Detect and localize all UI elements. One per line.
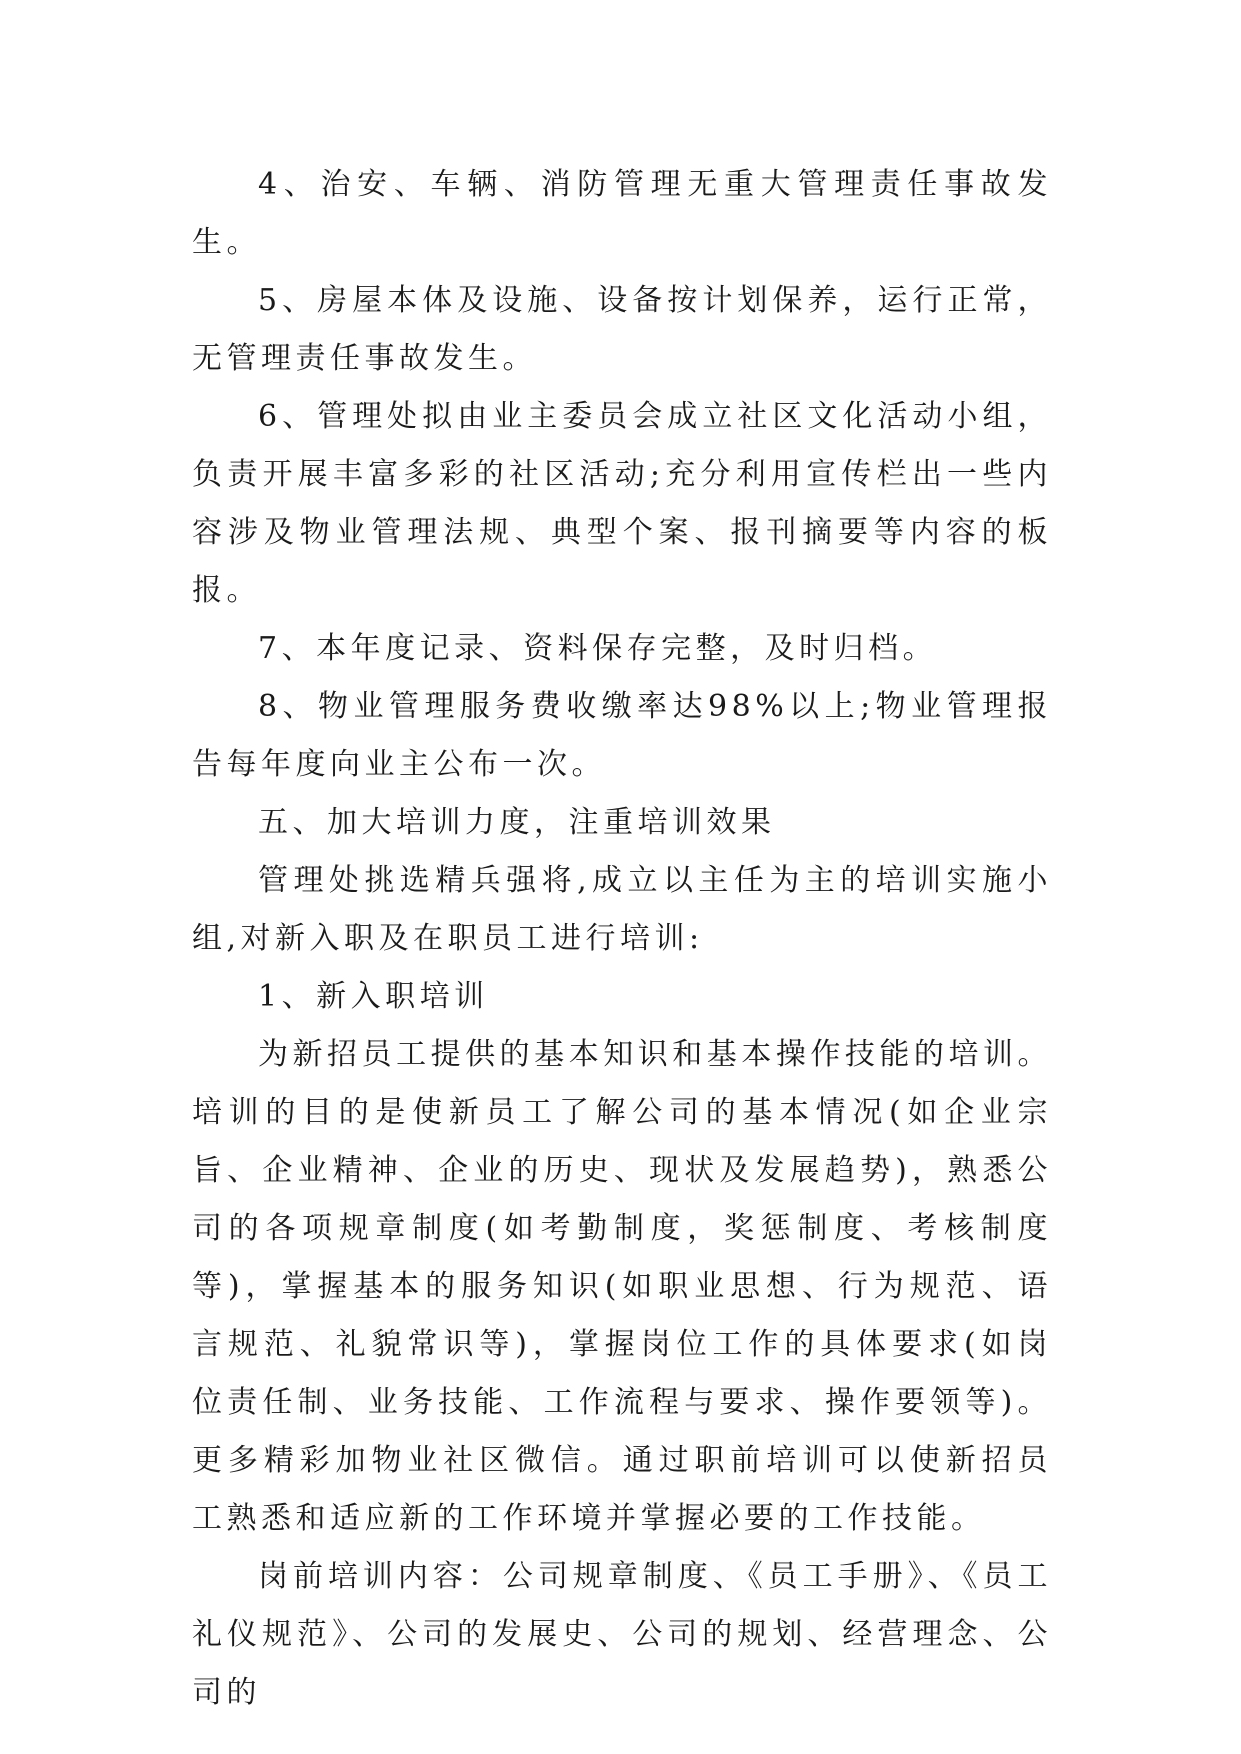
section-heading-training: 五、加大培训力度，注重培训效果 [258,805,776,840]
paragraph-new-hire-detail: 为新招员工提供的基本知识和基本操作技能的培训。培训的目的是使新员工了解公司的基本情况(如企业宗旨、企业精神、企业的历史、现状及发展趋势)，熟悉公司的各项规章制度(如考勤制度，奖惩制度、考核制度等)，掌握基本的服务知识(如职业思想、行为规范、语言规范、礼貌常识等)，掌握岗位工作的具体要求(如岗位责任制、业务技能、工作流程与要求、操作要领等)。更多精彩加物业社区微信。通过职前培训可以使新招员工熟悉和适应新的工作环境并掌握必要的工作技能。 [192,1037,1052,1536]
subheading-new-hire-training: 1、新入职培训 [258,979,489,1014]
paragraph-training-intro: 管理处挑选精兵强将,成立以主任为主的培训实施小组,对新入职及在职员工进行培训: [192,863,1052,956]
paragraph-pre-job-training-content: 岗前培训内容：公司规章制度、《员工手册》、《员工礼仪规范》、公司的发展史、公司的规划、经营理念、公司的 [192,1559,1052,1710]
paragraph-item-8: 8、物业管理服务费收缴率达98%以上;物业管理报告每年度向业主公布一次。 [192,689,1052,782]
document-body [192,156,1052,1722]
paragraph-item-6: 6、管理处拟由业主委员会成立社区文化活动小组，负责开展丰富多彩的社区活动;充分利用宣传栏出一些内容涉及物业管理法规、典型个案、报刊摘要等内容的板报。 [192,399,1052,608]
paragraph-item-4: 4、治安、车辆、消防管理无重大管理责任事故发生。 [192,167,1052,260]
paragraph-item-7: 7、本年度记录、资料保存完整，及时归档。 [258,631,938,666]
paragraph-item-5: 5、房屋本体及设施、设备按计划保养，运行正常，无管理责任事故发生。 [192,283,1052,376]
